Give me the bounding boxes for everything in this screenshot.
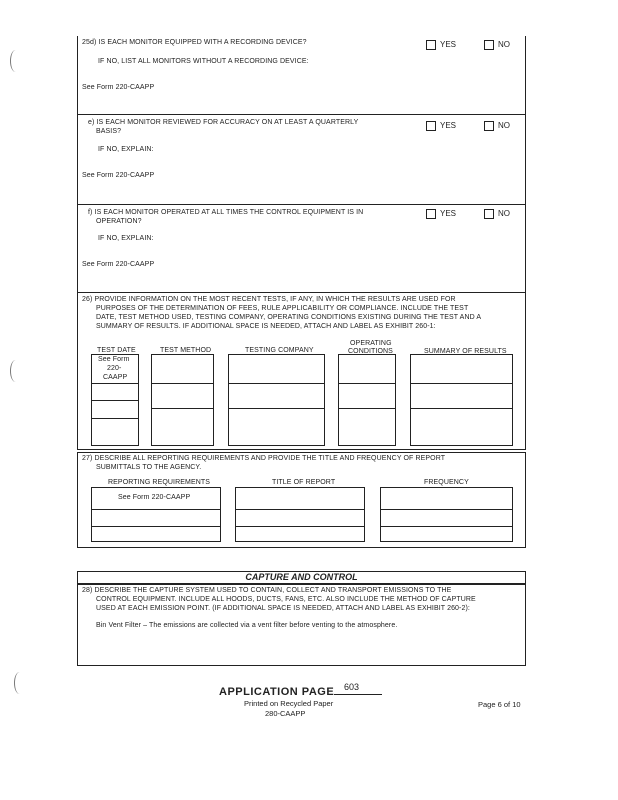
row-line — [91, 509, 221, 510]
q25f-no-checkbox[interactable] — [484, 209, 494, 219]
q27-line: 27) DESCRIBE ALL REPORTING REQUIREMENTS AND PROVIDE THE TITLE AND FREQUENCY OF REPORT — [82, 455, 446, 462]
col-testing-company: TESTING COMPANY — [245, 347, 314, 354]
frame-right — [525, 36, 526, 292]
reporting-cell-text: See Form 220-CAAPP — [118, 494, 191, 501]
row-line — [91, 383, 139, 384]
summary-column[interactable] — [410, 354, 513, 446]
col-operating-1: OPERATING — [350, 340, 392, 347]
col-summary: SUMMARY OF RESULTS — [424, 348, 507, 355]
test-date-cell-text: See Form — [98, 356, 130, 363]
q25e-question-2: BASIS? — [96, 128, 122, 135]
form-number: 280-CAAPP — [265, 709, 306, 718]
q25d-yes-checkbox[interactable] — [426, 40, 436, 50]
capture-heading: CAPTURE AND CONTROL — [245, 572, 358, 582]
col-reporting: REPORTING REQUIREMENTS — [108, 479, 211, 486]
q26-line: DATE, TEST METHOD USED, TESTING COMPANY, OPERATING CONDITIONS EXISTING DURING THE TEST AND A — [96, 314, 482, 321]
q26-line: SUMMARY OF RESULTS. IF ADDITIONAL SPACE IS NEEDED, ATTACH AND LABEL AS EXHIBIT 260-1: — [96, 323, 436, 330]
row-line — [228, 408, 325, 409]
page-number-underline — [334, 694, 382, 695]
row-line — [380, 509, 513, 510]
app-page-label: APPLICATION PAGE — [219, 686, 335, 698]
q25f-yes-label: YES — [440, 209, 457, 218]
app-page-number: 603 — [344, 682, 360, 692]
punch-hole-mark — [10, 360, 21, 382]
row-line — [410, 383, 513, 384]
q28-answer[interactable]: Bin Vent Filter – The emissions are collected via a vent filter before venting to the atmosphere. — [96, 622, 398, 629]
q26-line: PURPOSES OF THE DETERMINATION OF FEES, RULE APPLICABILITY OR COMPLIANCE. INCLUDE THE TEST — [96, 305, 469, 312]
row-line — [151, 408, 214, 409]
col-frequency: FREQUENCY — [424, 479, 469, 486]
printed-note: Printed on Recycled Paper — [244, 699, 334, 708]
row-line — [235, 526, 365, 527]
row-line — [338, 408, 396, 409]
q25e-no-checkbox[interactable] — [484, 121, 494, 131]
q25f-yes-checkbox[interactable] — [426, 209, 436, 219]
q25e-question-1: e) IS EACH MONITOR REVIEWED FOR ACCURACY ON AT LEAST A QUARTERLY — [88, 119, 359, 126]
q28-line: USED AT EACH EMISSION POINT. (IF ADDITIONAL SPACE IS NEEDED, ATTACH AND LABEL AS EXHIBIT 260-2): — [96, 605, 470, 612]
q25d-if-no: IF NO, LIST ALL MONITORS WITHOUT A RECORDING DEVICE: — [98, 58, 309, 65]
row-line — [338, 383, 396, 384]
q25e-yes-checkbox[interactable] — [426, 121, 436, 131]
q25e-no-label: NO — [498, 121, 510, 130]
row-line — [91, 400, 139, 401]
frame-left — [77, 36, 78, 292]
q28-line: CONTROL EQUIPMENT. INCLUDE ALL HOODS, DUCTS, FANS, ETC. ALSO INCLUDE THE METHOD OF CAPTURE — [96, 596, 476, 603]
col-test-method: TEST METHOD — [160, 347, 212, 354]
row-line — [228, 383, 325, 384]
q25d-no-checkbox[interactable] — [484, 40, 494, 50]
col-title: TITLE OF REPORT — [272, 479, 336, 486]
q25f-if-no: IF NO, EXPLAIN: — [98, 235, 154, 242]
q25e-yes-label: YES — [440, 121, 457, 130]
testing-company-column[interactable] — [228, 354, 325, 446]
q25f-no-label: NO — [498, 209, 510, 218]
q25d-see-form: See Form 220-CAAPP — [82, 84, 155, 91]
row-line — [91, 418, 139, 419]
frequency-column[interactable] — [380, 487, 513, 542]
q25f-question-1: f) IS EACH MONITOR OPERATED AT ALL TIMES THE CONTROL EQUIPMENT IS IN — [88, 209, 364, 216]
q25d-question: 25d) IS EACH MONITOR EQUIPPED WITH A RECORDING DEVICE? — [82, 39, 307, 46]
col-test-date: TEST DATE — [97, 347, 136, 354]
q25d-yes-label: YES — [440, 40, 457, 49]
q25f-see-form: See Form 220-CAAPP — [82, 261, 155, 268]
q25f-question-2: OPERATION? — [96, 218, 142, 225]
row-line — [235, 509, 365, 510]
page-of: Page 6 of 10 — [478, 700, 521, 709]
q28-line: 28) DESCRIBE THE CAPTURE SYSTEM USED TO CONTAIN, COLLECT AND TRANSPORT EMISSIONS TO THE — [82, 587, 452, 594]
q27-line: SUBMITTALS TO THE AGENCY. — [96, 464, 202, 471]
q25e-see-form: See Form 220-CAAPP — [82, 172, 155, 179]
operating-conditions-column[interactable] — [338, 354, 396, 446]
divider — [77, 114, 526, 115]
punch-hole-mark — [14, 672, 25, 694]
test-method-column[interactable] — [151, 354, 214, 446]
q26-line: 26) PROVIDE INFORMATION ON THE MOST RECENT TESTS, IF ANY, IN WHICH THE RESULTS ARE USED FOR — [82, 296, 456, 303]
punch-hole-mark — [10, 50, 21, 72]
row-line — [410, 408, 513, 409]
test-date-cell-text: CAAPP — [103, 374, 128, 381]
q25e-if-no: IF NO, EXPLAIN: — [98, 146, 154, 153]
q25d-no-label: NO — [498, 40, 510, 49]
row-line — [151, 383, 214, 384]
row-line — [91, 526, 221, 527]
test-date-cell-text: 220- — [107, 365, 122, 372]
row-line — [380, 526, 513, 527]
divider — [77, 204, 526, 205]
report-title-column[interactable] — [235, 487, 365, 542]
col-operating-2: CONDITIONS — [348, 348, 393, 355]
